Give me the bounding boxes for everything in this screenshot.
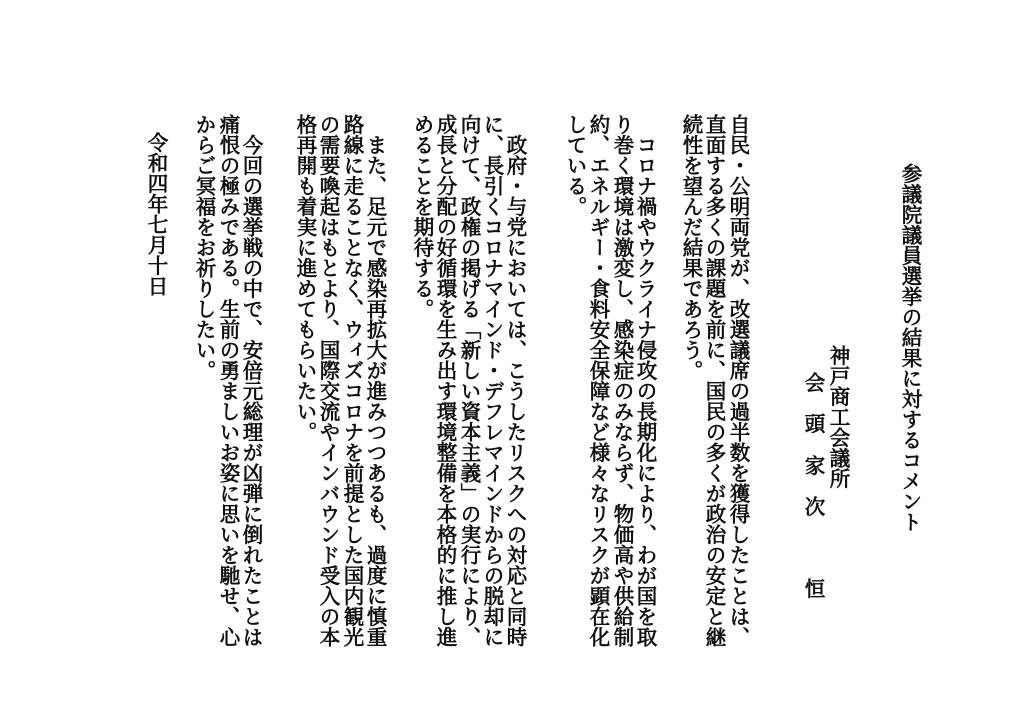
body-line-15: の需要喚起はもとより、国際交流やインバウンド受入の本 (316, 114, 340, 647)
body-line-13: また、足元で感染再拡大が進みつつあるも、過度に慎重 (363, 114, 387, 647)
body-line-8: 政府・与党においては、こうしたリスクへの対応と同時 (503, 114, 527, 647)
body-line-2: 直面する多くの課題を前に、国民の多くが政治の安定と継 (702, 114, 726, 647)
body-line-18: 痛恨の極みである。生前の勇ましいお姿に思いを馳せ、心 (216, 114, 240, 647)
body-line-4: コロナ禍やウクライナ侵攻の長期化により、わが国を取 (633, 114, 657, 647)
signatory-name: 家 次 恒 (801, 455, 825, 599)
document-date: 令和四年七月十日 (144, 132, 168, 296)
body-line-11: 成長と分配の好循環を生み出す環境整備を本格的に推し進 (433, 114, 457, 647)
body-line-7: している。 (563, 114, 587, 217)
body-line-9: に、長引くコロナマインド・デフレマインドからの脱却に (480, 114, 504, 647)
body-line-6: 約、エネルギー・食料安全保障など様々なリスクが顕在化 (586, 114, 610, 647)
body-line-19: からご冥福をお祈りしたい。 (192, 114, 216, 381)
body-line-10: 向けて、政権の掲げる「新しい資本主義」の実行により、 (457, 114, 481, 647)
body-line-16: 格再開も着実に進めてもらいたい。 (293, 114, 317, 442)
body-line-5: り巻く環境は激変し、感染症のみならず、物価高や供給制 (610, 114, 634, 647)
signatory-position: 会 頭 (801, 372, 825, 434)
body-line-3: 続性を望んだ結果であろう。 (679, 114, 703, 381)
body-line-14: 路線に走ることなく、ウィズコロナを前提とした国内観光 (340, 114, 364, 647)
body-line-17: 今回の選挙戦の中で、安倍元総理が凶弾に倒れたことは (239, 114, 263, 647)
body-line-12: めることを期待する。 (410, 114, 434, 319)
document-title: 参議院議員選挙の結果に対するコメント (898, 163, 922, 532)
organization-name: 神戸商工会議所 (826, 345, 850, 489)
body-line-1: 自民・公明両党が、改選議席の過半数を獲得したことは、 (726, 114, 750, 647)
